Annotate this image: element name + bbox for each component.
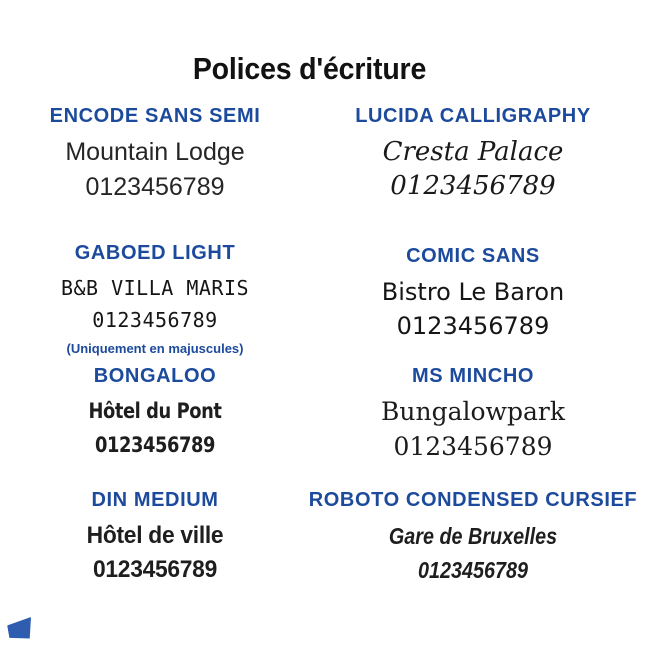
font-name: LUCIDA CALLIGRAPHY [355, 105, 591, 127]
font-sample-text: Bistro Le Baron [381, 278, 565, 306]
font-sample-wrap [28, 395, 283, 462]
font-block-lucida-calligraphy [303, 104, 643, 204]
font-sample-text: Mountain Lodge [65, 138, 245, 166]
font-name: COMIC SANS [406, 245, 540, 267]
font-sample-text: Gare de Bruxelles [388, 523, 558, 549]
page-title: Polices d'écriture [192, 50, 427, 86]
font-sample-text: B&B VILLA MARIS [60, 276, 250, 300]
font-sample-digits: 0123456789 [417, 557, 528, 584]
font-block-encode-sans-semi [5, 104, 305, 204]
font-name: ENCODE SANS SEMI [49, 105, 261, 127]
font-name: ROBOTO CONDENSED CURSIEF [308, 489, 638, 511]
font-sample-digits: 0123456789 [93, 556, 217, 584]
font-block-comic-sans [303, 244, 643, 343]
font-sample-digits: 0123456789 [390, 171, 556, 202]
font-sample-digits: 0123456789 [85, 172, 225, 201]
font-sample-wrap [327, 519, 619, 587]
font-block-bongaloo [5, 364, 305, 462]
font-sample-wrap [13, 519, 298, 587]
font-note: (Uniquement en majuscules) [66, 340, 244, 356]
font-block-din-medium [5, 488, 305, 587]
font-sample-digits: 0123456789 [92, 308, 218, 333]
font-block-roboto-condensed-cursief [303, 488, 643, 587]
font-sample-digits: 0123456789 [396, 312, 550, 341]
font-sample-text: Bungalowpark [381, 397, 565, 426]
font-name: BONGALOO [93, 365, 217, 387]
font-sample-text: Cresta Palace [382, 137, 564, 167]
font-block-gaboed-light [5, 241, 305, 356]
font-sample-digits: 0123456789 [393, 431, 553, 461]
font-name: MS MINCHO [411, 365, 535, 387]
font-sample-text: Hôtel du Pont [88, 399, 222, 423]
font-name: DIN MEDIUM [91, 489, 219, 511]
corner-ribbon-icon [6, 617, 34, 642]
font-sample-text: Hôtel de ville [86, 522, 224, 549]
font-block-ms-mincho [303, 364, 643, 464]
font-sample-digits: 0123456789 [95, 432, 215, 457]
font-name: GABOED LIGHT [74, 242, 236, 264]
